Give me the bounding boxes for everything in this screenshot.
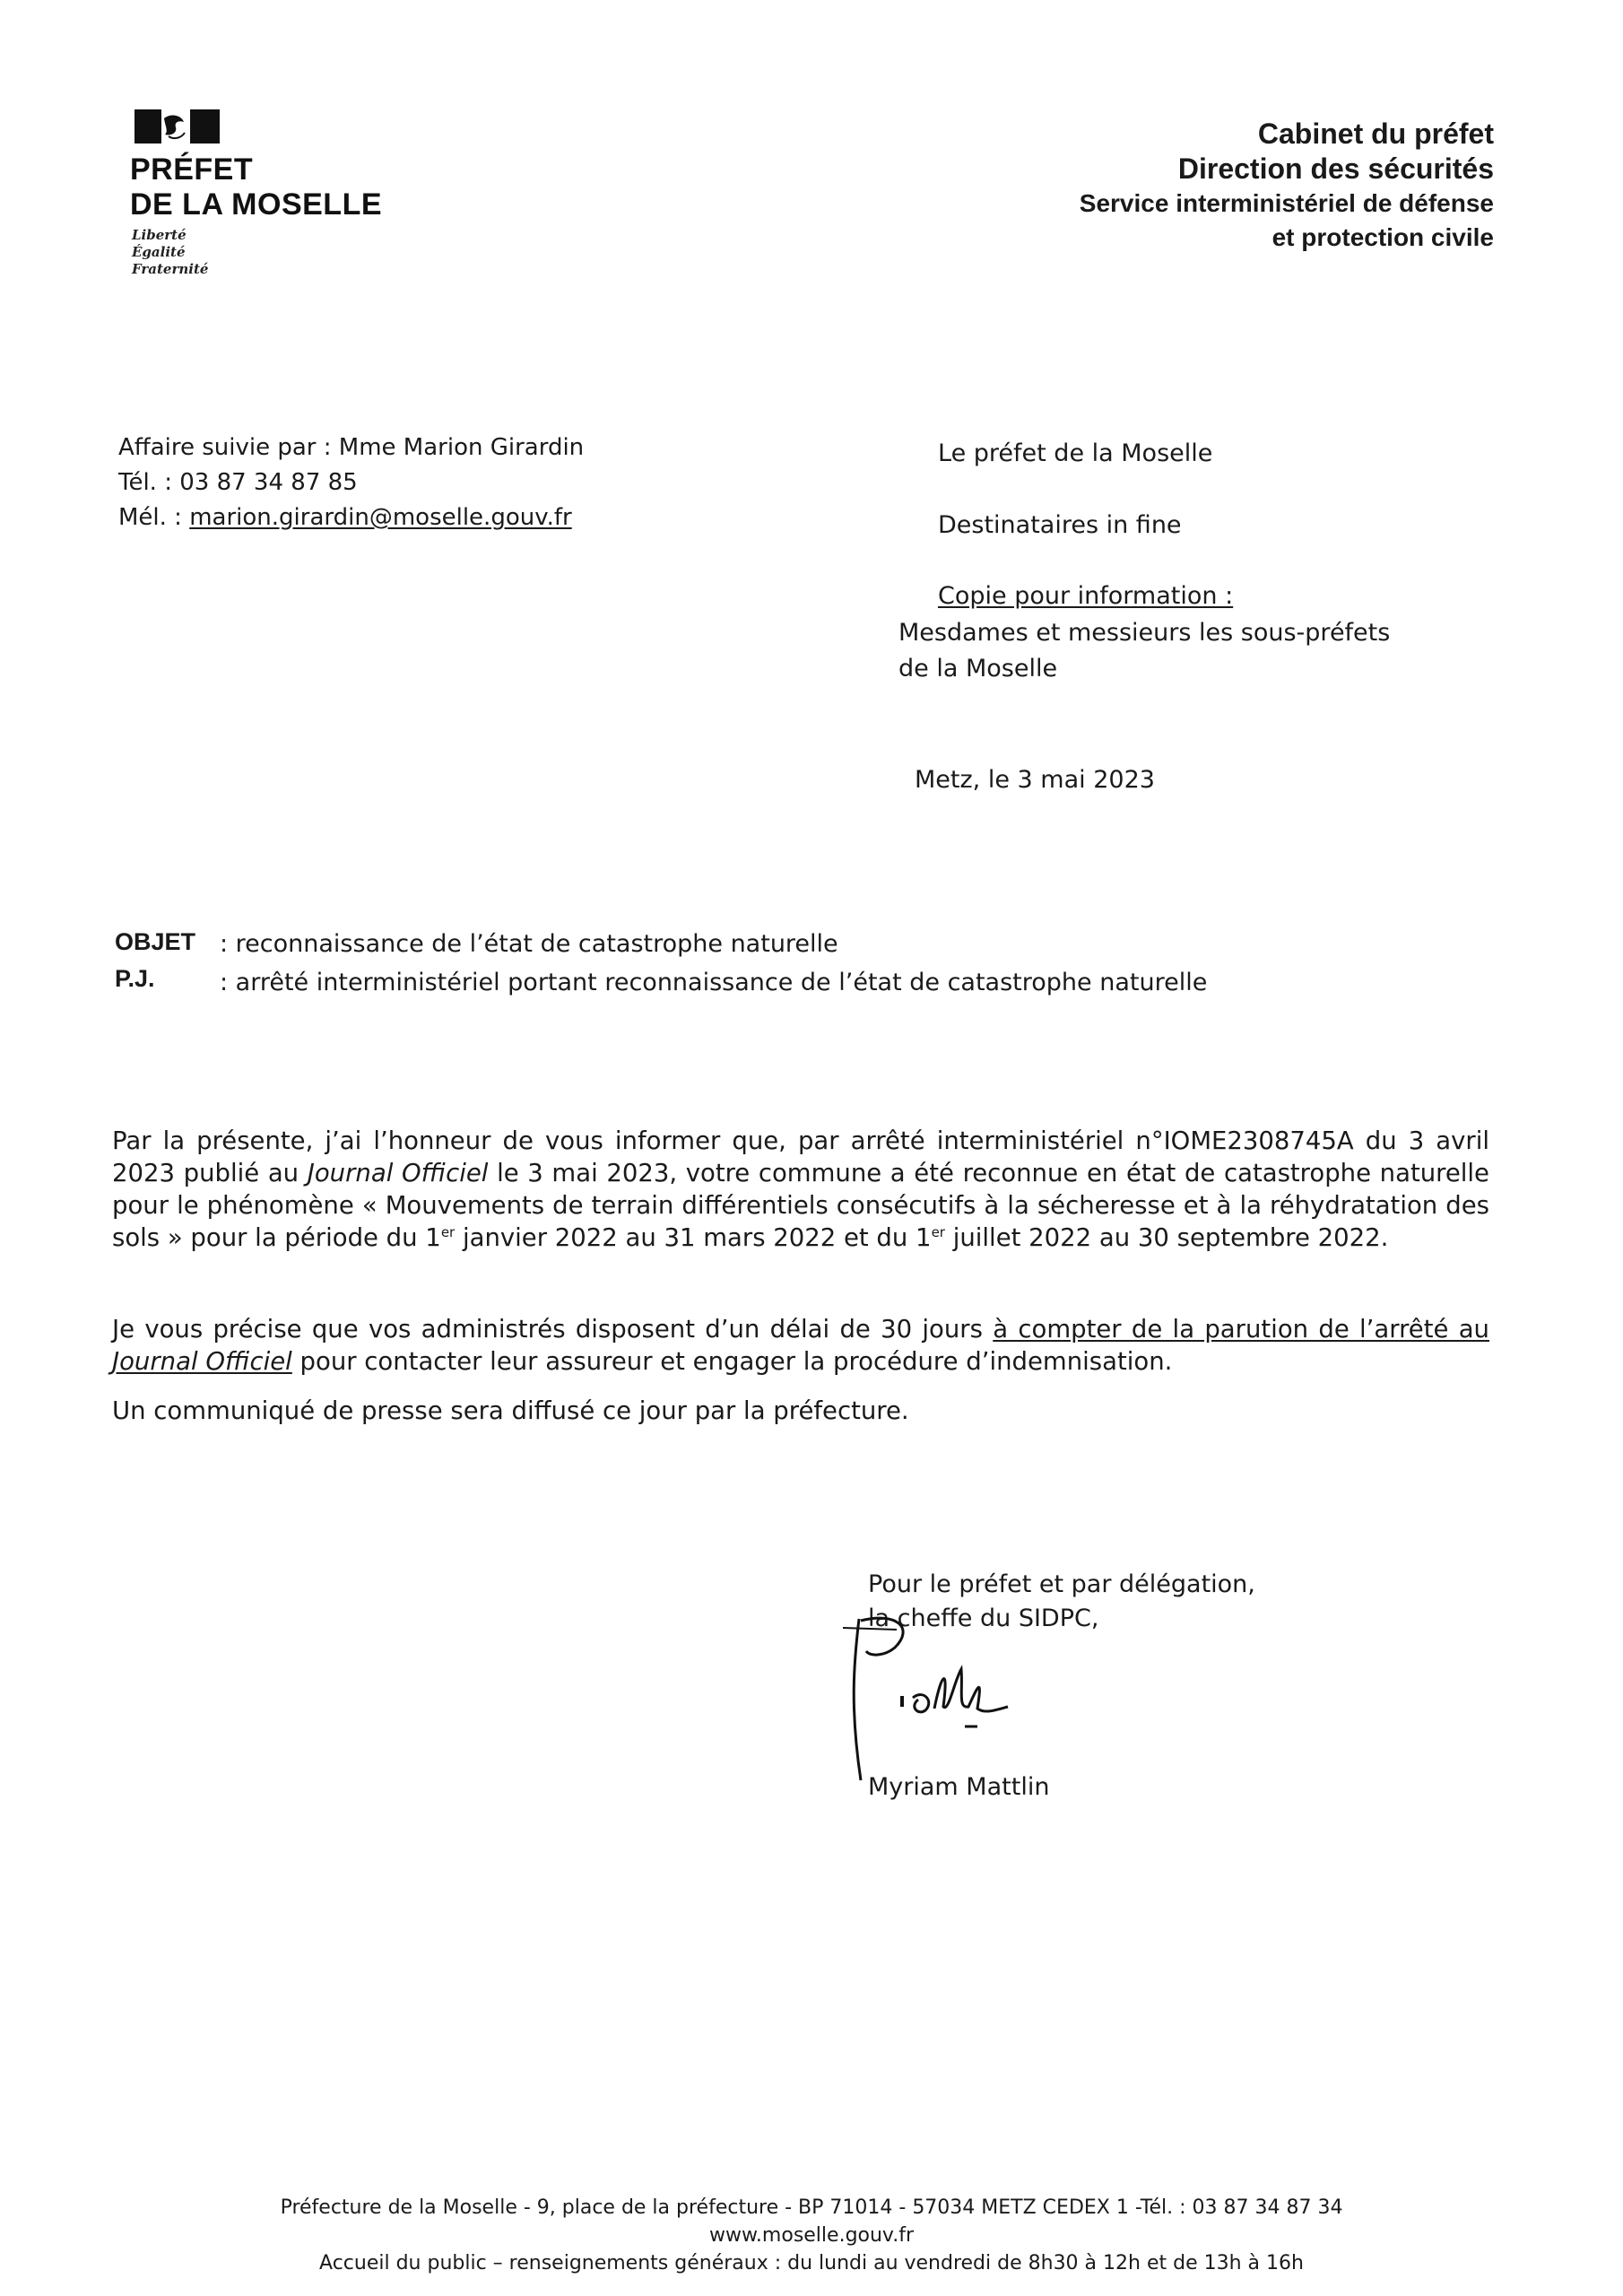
pj-label: P.J. (115, 965, 155, 992)
copy-label: Copie pour information : (938, 582, 1234, 610)
body-paragraph-3: Un communiqué de presse sera diffusé ce jour par la préfecture. (112, 1396, 909, 1425)
recipients-line: Destinataires in fine (938, 511, 1182, 539)
prefecture-name: PRÉFET DE LA MOSELLE (130, 152, 383, 222)
body-paragraph-1: Par la présente, j’ai l’honneur de vous informer que, par arrêté interministériel n°IOME2308745A du 3 avril 2023 publié au Journal Officiel le 3 mai 2023, votre commune a été reconnue en état de catastrophe naturelle pour le phénomène « Mouvements de terrain différentiels consécutifs à la sécheresse et à la réhydratation des sols » pour la période du 1er janvier 2022 au 31 mars 2022 et du 1er juillet 2022 au 30 septembre 2022. (112, 1126, 1489, 1252)
email-label: Mél. : (118, 504, 190, 531)
marianne-logo-icon (135, 109, 220, 144)
service-line: Cabinet du préfet (1257, 117, 1494, 150)
signatory-name: Myriam Mattlin (868, 1773, 1050, 1801)
handwritten-signature-icon (843, 1601, 1076, 1798)
footer-website[interactable]: www.moselle.gouv.fr (708, 2224, 915, 2247)
letter-date: Metz, le 3 mai 2023 (915, 766, 1155, 794)
footer-address: Préfecture de la Moselle - 9, place de la préfecture - BP 71014 - 57034 METZ CEDEX 1 -Tél. : 03 87 34 87 34 (280, 2196, 1343, 2219)
service-header (1080, 117, 1494, 255)
contact-tel: Tél. : 03 87 34 87 85 (118, 469, 358, 496)
signature-role: la cheffe du SIDPC, (868, 1605, 1099, 1632)
republic-motto: Liberté Égalité Fraternité (132, 227, 209, 277)
email-link[interactable]: marion.girardin@moselle.gouv.fr (189, 504, 572, 531)
service-line: Direction des sécurités (1177, 152, 1494, 185)
pj-text: : arrêté interministériel portant reconnaissance de l’état de catastrophe naturelle (220, 969, 1208, 996)
service-line: Service interministériel de défense (1079, 189, 1494, 217)
objet-label: OBJET (115, 928, 196, 955)
footer-hours: Accueil du public – renseignements généraux : du lundi au vendredi de 8h30 à 12h et de 13h à 16h (319, 2252, 1304, 2274)
service-line: et protection civile (1271, 223, 1494, 251)
sender-line: Le préfet de la Moselle (938, 439, 1213, 467)
contact-affaire: Affaire suivie par : Mme Marion Girardin (118, 434, 585, 461)
copy-recipient: de la Moselle (898, 655, 1058, 683)
page-footer (0, 2194, 1623, 2277)
objet-text: : reconnaissance de l’état de catastrophe naturelle (220, 930, 838, 958)
contact-block (118, 430, 584, 535)
copy-recipient: Mesdames et messieurs les sous-préfets (898, 619, 1391, 647)
body-paragraph-2: Je vous précise que vos administrés disposent d’un délai de 30 jours à compter de la parution de l’arrêté au Journal Officiel pour contacter leur assureur et engager la procédure d’indemnisation. (112, 1315, 1489, 1376)
contact-email-row (118, 500, 584, 535)
signature-delegation: Pour le préfet et par délégation, (868, 1570, 1255, 1598)
